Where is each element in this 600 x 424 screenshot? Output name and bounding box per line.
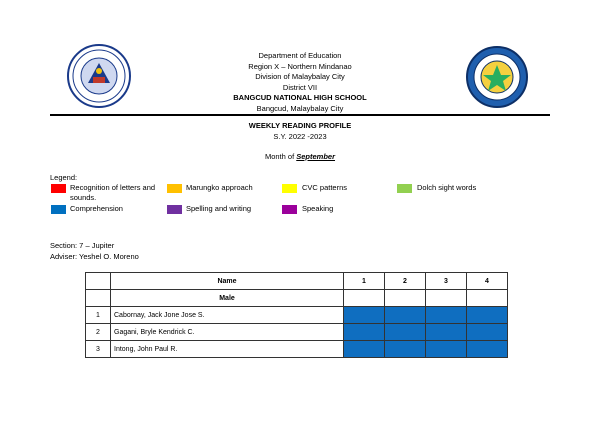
- table-cell-number: 3: [86, 341, 111, 358]
- table-header-week-4: 4: [467, 273, 508, 290]
- table-header-row: [86, 273, 508, 290]
- legend-title: Legend:: [50, 173, 78, 182]
- legend-label-cvc: CVC patterns: [302, 183, 348, 192]
- table-cell-student-name: Gagani, Bryle Kendrick C.: [111, 324, 344, 341]
- table-header-week-2: 2: [385, 273, 426, 290]
- table-header-week-1: 1: [344, 273, 385, 290]
- table-cell-week-filled: [344, 307, 385, 324]
- legend-swatch-letters: [51, 184, 66, 193]
- table-cell-week-filled: [426, 341, 467, 358]
- reading-profile-table: [85, 272, 508, 358]
- deped-seal-logo: [66, 43, 132, 109]
- adviser-line: Adviser: Yeshel O. Moreno: [50, 252, 139, 261]
- legend-label-comprehension: Comprehension: [70, 204, 123, 213]
- header-divider: [50, 114, 550, 116]
- report-title-block: [160, 121, 440, 142]
- school-address: Bangcud, Malaybalay City: [256, 103, 344, 113]
- table-cell-week-filled: [426, 307, 467, 324]
- school-year: S.Y. 2022 -2023: [273, 131, 327, 141]
- table-cell-week: [344, 290, 385, 307]
- table-cell-week-filled: [467, 341, 508, 358]
- school-name: BANGCUD NATIONAL HIGH SCHOOL: [233, 93, 367, 102]
- department-line: Department of Education: [258, 51, 342, 60]
- table-group-row: [86, 290, 508, 307]
- school-seal-logo: [466, 46, 528, 108]
- table-cell-week: [467, 290, 508, 307]
- table-header-week-3: 3: [426, 273, 467, 290]
- legend-label-dolch: Dolch sight words: [417, 183, 477, 192]
- table-cell-week-filled: [385, 341, 426, 358]
- report-title: WEEKLY READING PROFILE: [248, 121, 352, 130]
- table-cell-week-filled: [385, 324, 426, 341]
- table-cell-week-filled: [344, 324, 385, 341]
- month-line: [160, 152, 440, 161]
- table-row: [86, 341, 508, 358]
- legend-label-spelling: Spelling and writing: [186, 204, 252, 213]
- table-cell-student-name: Cabornay, Jack Jone Jose S.: [111, 307, 344, 324]
- legend-swatch-dolch: [397, 184, 412, 193]
- legend-swatch-comprehension: [51, 205, 66, 214]
- legend-label-letters: Recognition of letters and sounds.: [70, 183, 156, 202]
- table-cell-week-filled: [467, 307, 508, 324]
- table-cell-week: [385, 290, 426, 307]
- legend-label-speaking: Speaking: [302, 204, 334, 213]
- month-value: September: [296, 152, 336, 161]
- legend-swatch-speaking: [282, 205, 297, 214]
- division-line: Division of Malaybalay City: [255, 72, 345, 81]
- table-cell-week-filled: [385, 307, 426, 324]
- table-row: [86, 307, 508, 324]
- legend-swatch-marungko: [167, 184, 182, 193]
- table-group-label: Male: [111, 290, 344, 307]
- month-prefix: Month of: [264, 152, 297, 161]
- table-row: [86, 324, 508, 341]
- district-line: District VII: [282, 82, 318, 92]
- letterhead: [160, 51, 440, 114]
- table-cell-number: 1: [86, 307, 111, 324]
- table-cell-week: [426, 290, 467, 307]
- table-cell-week-filled: [467, 324, 508, 341]
- table-cell-student-name: Intong, John Paul R.: [111, 341, 344, 358]
- legend-label-marungko: Marungko approach: [186, 183, 253, 192]
- table-header-name: Name: [111, 273, 344, 290]
- section-line: Section: 7 – Jupiter: [50, 241, 115, 250]
- region-line: Region X – Northern Mindanao: [248, 61, 352, 71]
- table-cell-number: 2: [86, 324, 111, 341]
- table-cell-week-filled: [344, 341, 385, 358]
- legend-swatch-cvc: [282, 184, 297, 193]
- table-cell-week-filled: [426, 324, 467, 341]
- table-cell-number: [86, 290, 111, 307]
- table-header-number: [86, 273, 111, 290]
- legend-swatch-spelling: [167, 205, 182, 214]
